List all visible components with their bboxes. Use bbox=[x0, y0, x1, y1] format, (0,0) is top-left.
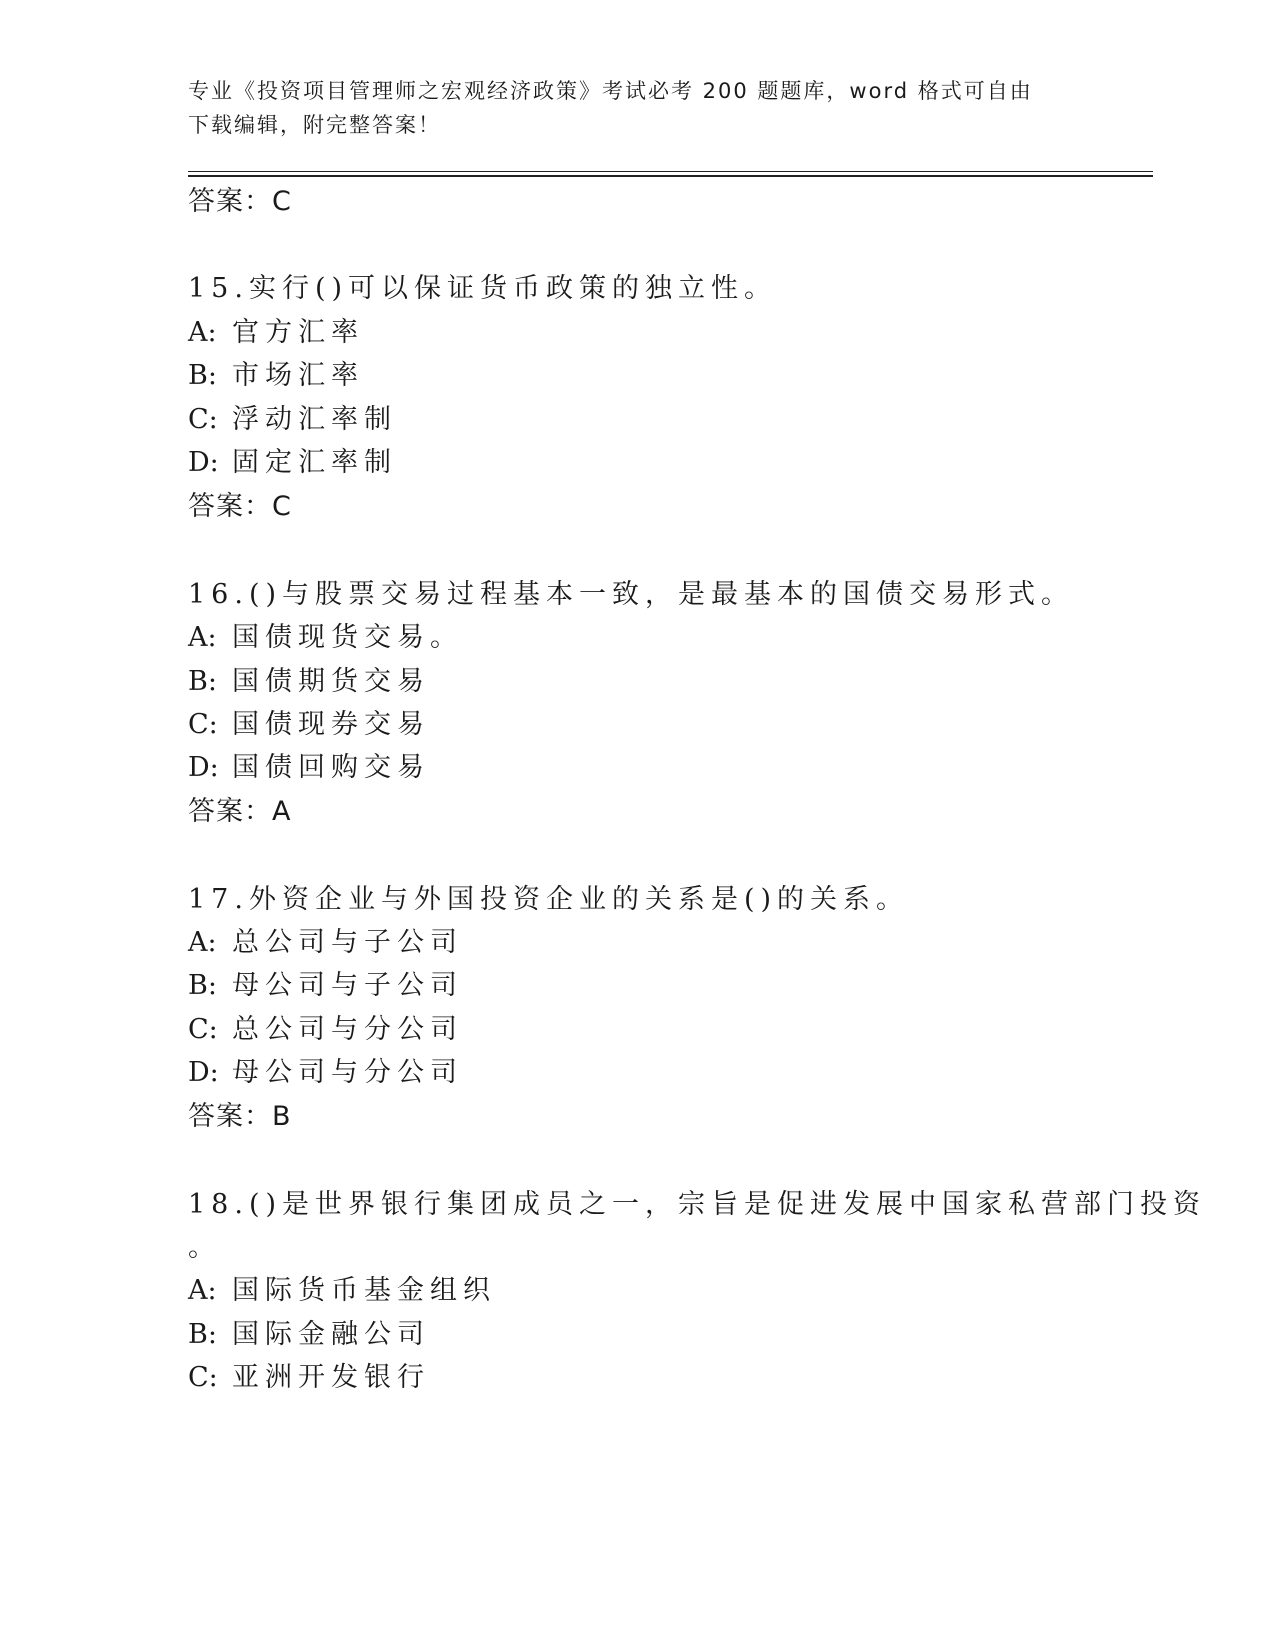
question-16-option-a: A: 国债现货交易。 bbox=[188, 622, 463, 653]
question-17-stem: 17.外资企业与外国投资企业的关系是()的关系。 bbox=[188, 884, 910, 915]
question-16-option-b: B: 国债期货交易 bbox=[188, 666, 430, 697]
answer-17: 答案：B bbox=[188, 1101, 292, 1132]
question-16-option-d: D: 国债回购交易 bbox=[188, 752, 430, 783]
question-17-option-d: D: 母公司与分公司 bbox=[188, 1057, 463, 1088]
question-15-stem: 15.实行()可以保证货币政策的独立性。 bbox=[188, 273, 778, 304]
question-17-option-b: B: 母公司与子公司 bbox=[188, 970, 463, 1001]
question-18-option-b: B: 国际金融公司 bbox=[188, 1319, 430, 1350]
question-15-option-c: C: 浮动汇率制 bbox=[188, 404, 397, 435]
question-15-option-b: B: 市场汇率 bbox=[188, 360, 364, 391]
question-15-option-d: D: 固定汇率制 bbox=[188, 447, 397, 478]
question-16-stem: 16.()与股票交易过程基本一致，是最基本的国债交易形式。 bbox=[188, 579, 1075, 610]
question-18-option-a: A: 国际货币基金组织 bbox=[188, 1275, 496, 1306]
document-header bbox=[188, 74, 1078, 142]
answer-14: 答案：C bbox=[188, 186, 292, 217]
answer-16: 答案：A bbox=[188, 796, 292, 827]
question-17-option-a: A: 总公司与子公司 bbox=[188, 927, 463, 958]
answer-15: 答案：C bbox=[188, 491, 292, 522]
header-divider-thick bbox=[188, 175, 1153, 177]
question-16-option-c: C: 国债现券交易 bbox=[188, 709, 430, 740]
question-18-stem-continuation: 。 bbox=[188, 1232, 221, 1263]
question-18-stem: 18.()是世界银行集团成员之一，宗旨是促进发展中国家私营部门投资 bbox=[188, 1189, 1207, 1220]
header-line-1: 专业《投资项目管理师之宏观经济政策》考试必考 200 题题库，word 格式可自由 bbox=[188, 79, 1033, 103]
header-line-2: 下载编辑，附完整答案！ bbox=[188, 113, 441, 137]
header-divider-thin bbox=[188, 171, 1153, 172]
question-15-option-a: A: 官方汇率 bbox=[188, 317, 364, 348]
question-18-option-c: C: 亚洲开发银行 bbox=[188, 1362, 430, 1393]
question-17-option-c: C: 总公司与分公司 bbox=[188, 1014, 463, 1045]
